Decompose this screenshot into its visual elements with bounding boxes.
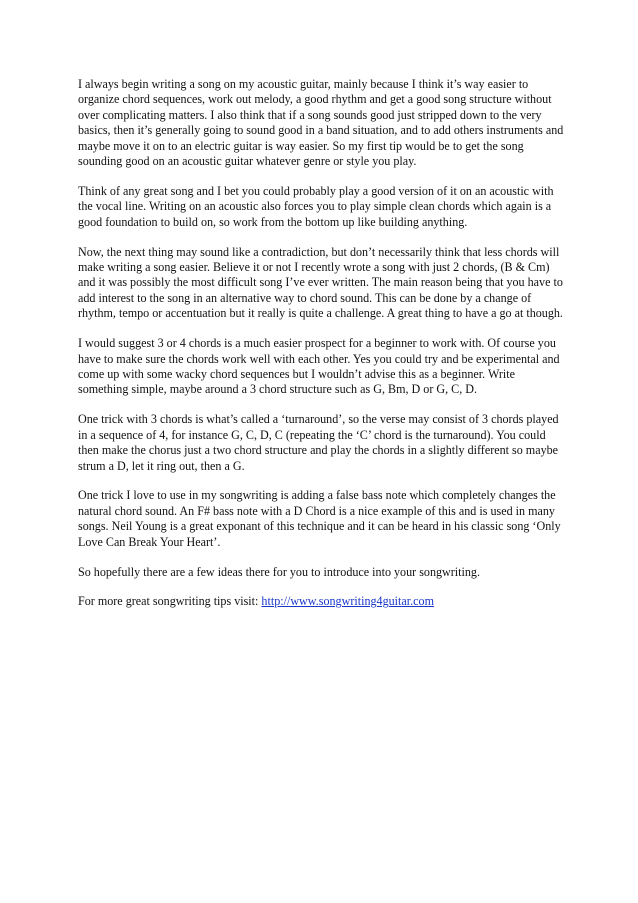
document-body	[78, 77, 568, 624]
paragraph-conclusion: So hopefully there are a few ideas there for you to introduce into your songwriting.	[78, 564, 481, 579]
paragraph-acoustic-start: I always begin writing a song on my acoustic guitar, mainly because I think it’s way easier to organize chord sequences, work out melody, a good rhythm and get a good song structure without over complicating matters. I also think that if a song sounds good just stripped down to the very basics, then it’s generally going to sound good in a band situation, and to add others instruments and maybe move it on to an electric guitar is way easier. So my first tip would be to get the song sounding good on an acoustic guitar whatever genre or style you play.	[78, 77, 564, 169]
footer-prefix: For more great songwriting tips visit:	[78, 594, 262, 609]
paragraph-less-chords: Now, the next thing may sound like a contradiction, but don’t necessarily think that less chords will make writing a song easier. Believe it or not I recently wrote a song with just 2 chords, (B & Cm) and it was possibly the most difficult song I’ve ever written. The main reason being that you have to add interest to the song in an alternative way to chord sound. This can be done by a change of rhythm, tempo or accentuation but it really is quite a challenge. A great thing to have a go at though.	[78, 244, 563, 321]
footer-line	[78, 594, 568, 609]
paragraph-three-four-chords: I would suggest 3 or 4 chords is a much easier prospect for a beginner to work with. Of course you have to make sure the chords work well with each other. Yes you could try and be experimental and come up with some wacky chord sequences but I wouldn’t advise this as a beginner. Write something simple, maybe around a 3 chord structure such as G, Bm, D or G, C, D.	[78, 336, 560, 397]
paragraph-false-bass: One trick I love to use in my songwriting is adding a false bass note which completely changes the natural chord sound. An F# bass note with a D Chord is a nice example of this and is used in many songs. Neil Young is a great exponant of this technique and it can be heard in his classic song ‘Only Love Can Break Your Heart’.	[78, 488, 561, 549]
website-link[interactable]: http://www.songwriting4guitar.com	[261, 594, 434, 609]
paragraph-great-song: Think of any great song and I bet you could probably play a good version of it on an acoustic with the vocal line. Writing on an acoustic also forces you to play simple clean chords which again is a good foundation to build on, so work from the bottom up like building anything.	[78, 183, 554, 229]
paragraph-turnaround: One trick with 3 chords is what’s called a ‘turnaround’, so the verse may consist of 3 chords played in a sequence of 4, for instance G, C, D, C (repeating the ‘C’ chord is the turnaround). You could then make the chorus just a two chord structure and play the chords in a slightly different so maybe strum a D, let it ring out, then a G.	[78, 412, 559, 473]
